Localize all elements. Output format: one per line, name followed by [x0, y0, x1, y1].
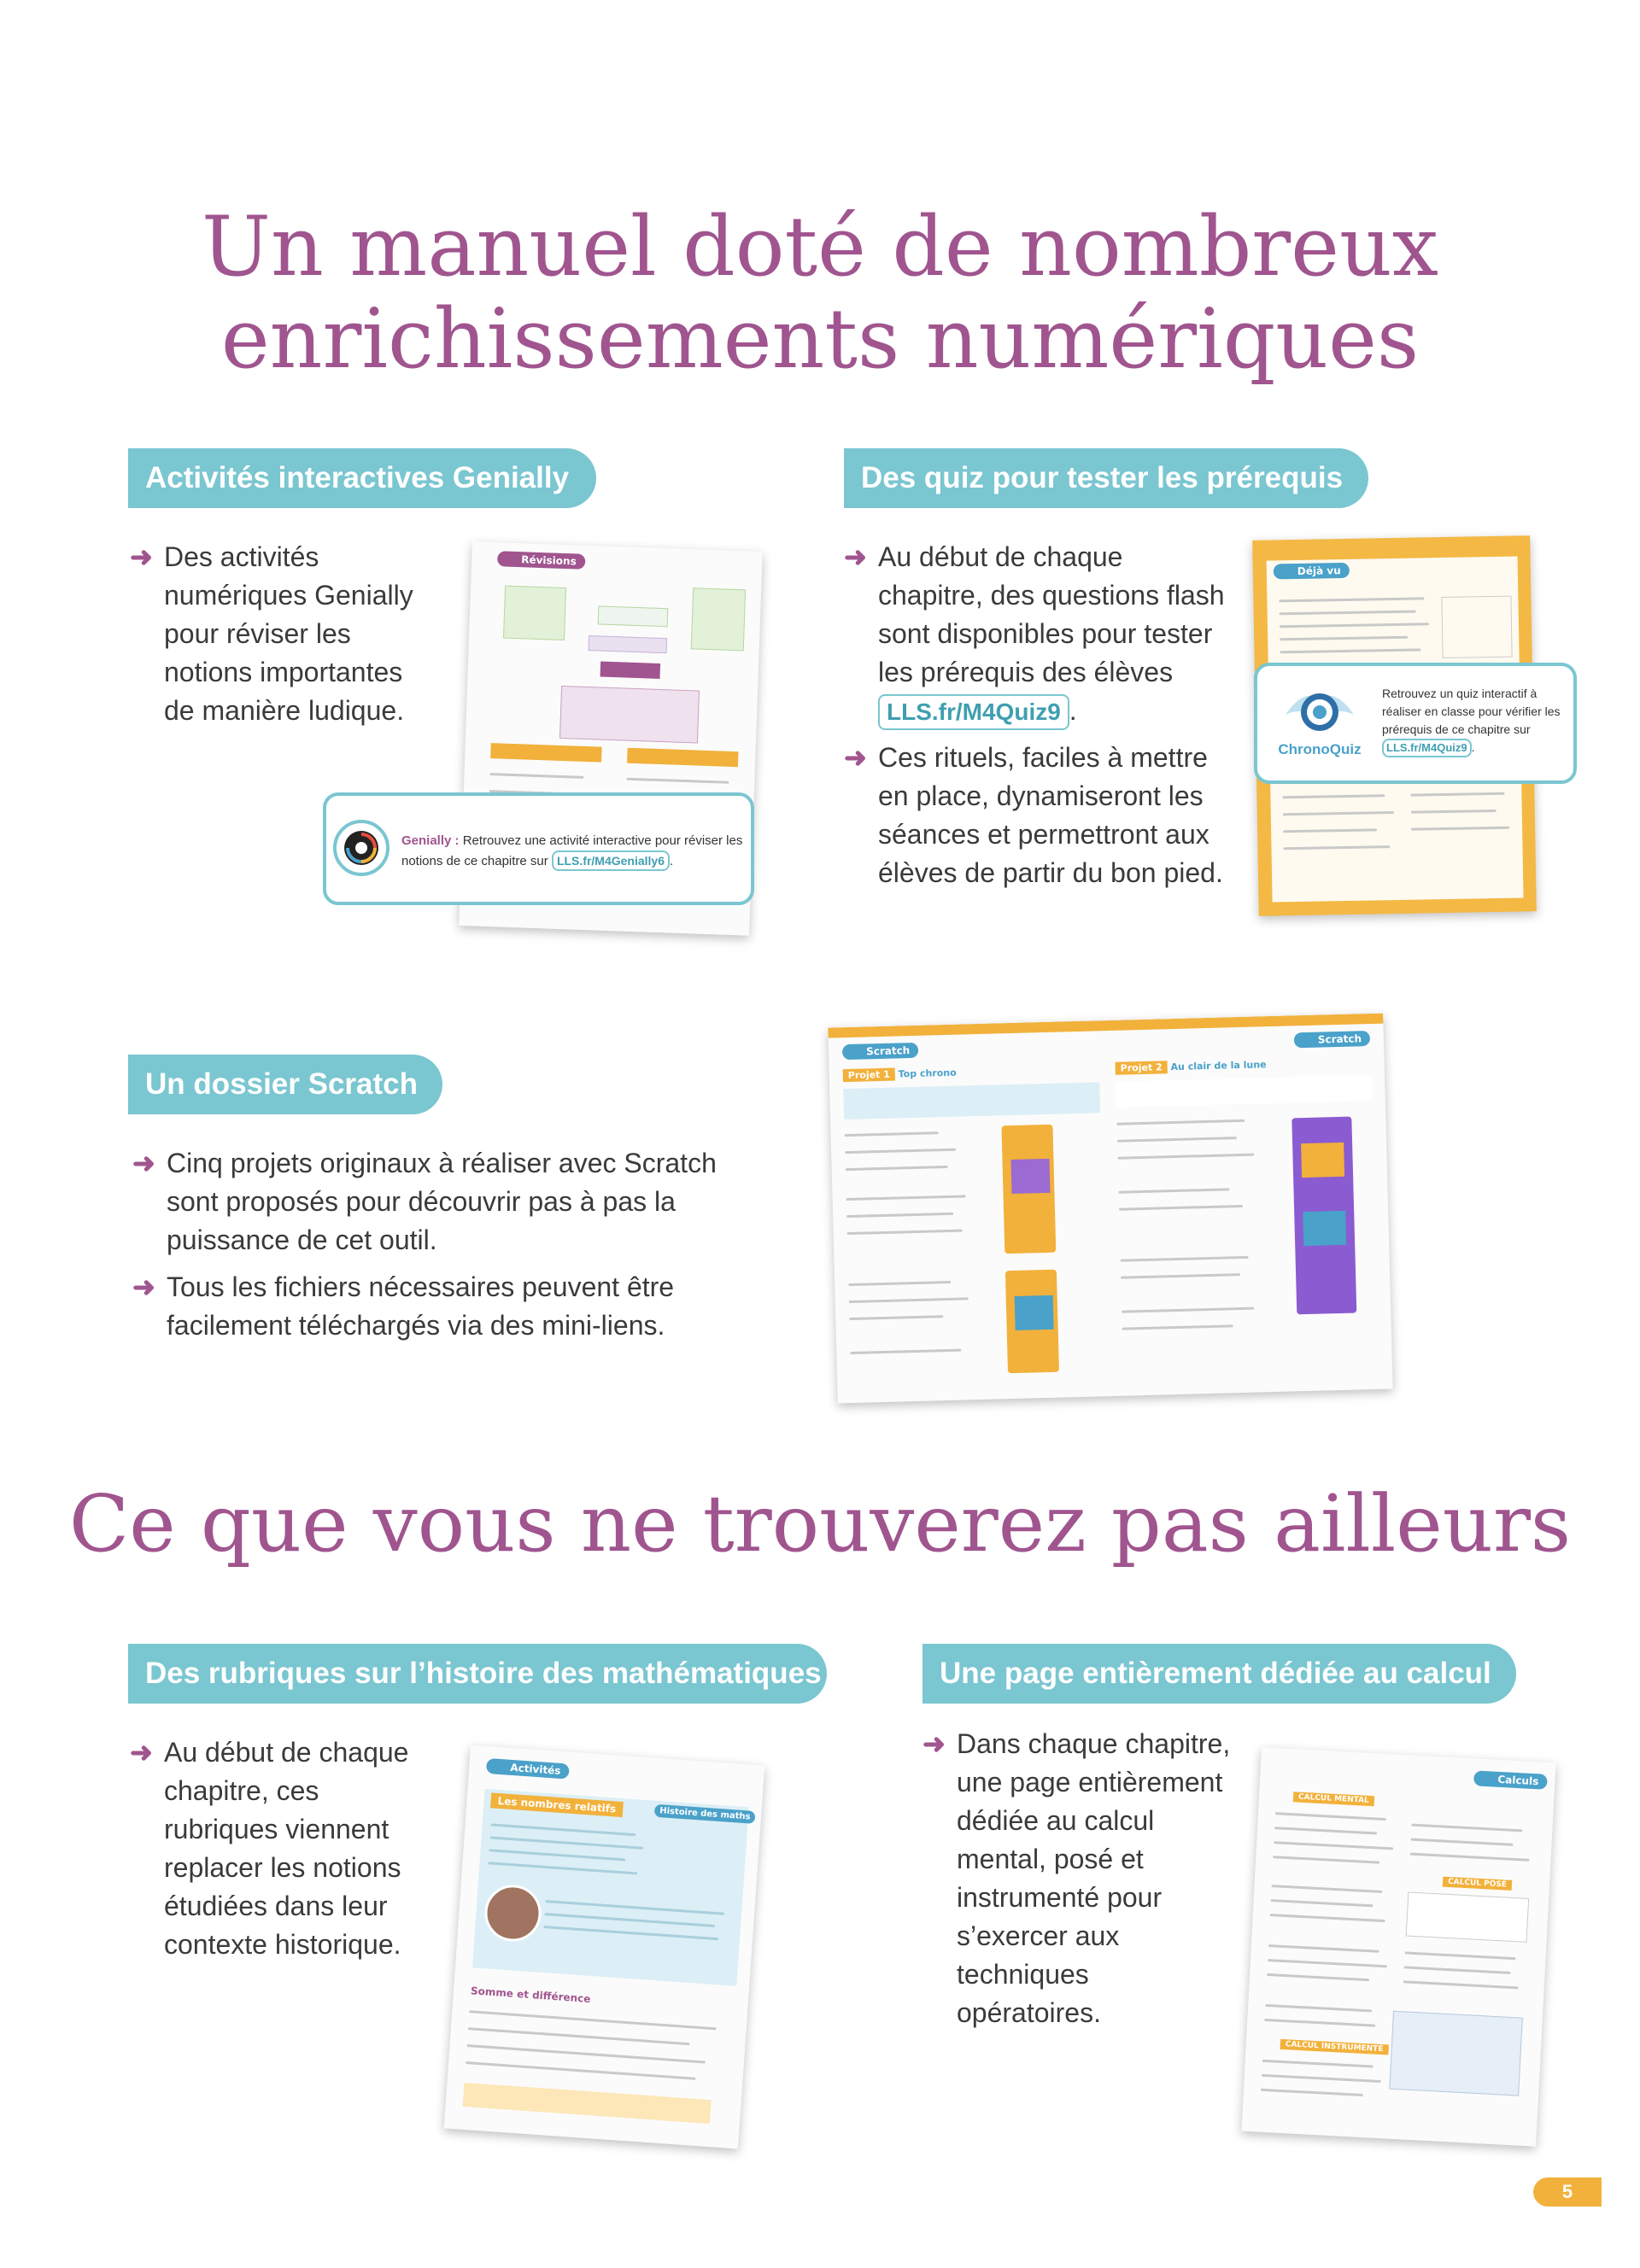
history-thumbnail	[444, 1745, 765, 2149]
quiz-bullet-1: ➜ Au début de chaque chapitre, des questions flash sont disponibles pour tester les prérequis des élèves LLS.fr/M4Quiz9 .	[844, 538, 1228, 730]
history-tag: Histoire des maths	[654, 1804, 756, 1824]
scratch-heading: Un dossier Scratch	[128, 1055, 442, 1114]
section-title: Ce que vous ne trouverez pas ailleurs	[68, 1478, 1572, 1569]
arrow-icon: ➜	[132, 1271, 155, 1302]
genially-logo-icon	[333, 820, 390, 876]
genially-link[interactable]: LLS.fr/M4Genially6	[552, 850, 670, 871]
calcul-heading: Une page entièrement dédiée au calcul	[922, 1644, 1516, 1704]
history-text	[130, 1733, 437, 1973]
quiz-heading: Des quiz pour tester les prérequis	[844, 448, 1368, 508]
arrow-icon: ➜	[844, 541, 867, 572]
history-bullet: ➜ Au début de chaque chapitre, ces rubriques viennent replacer les notions étudiées dans leur contexte historique.	[130, 1733, 437, 1964]
arrow-icon: ➜	[130, 541, 153, 572]
calcul-thumbnail	[1241, 1747, 1555, 2146]
scratch-thumbnail	[828, 1014, 1392, 1404]
activites-badge: Activités	[486, 1758, 570, 1780]
genially-bullet: ➜ Des activités numériques Genially pour réviser les notions importantes de manière ludique.	[130, 538, 437, 730]
main-title	[0, 201, 1640, 385]
project1-title: Top chrono	[898, 1067, 957, 1080]
calcul-instru-label: CALCUL INSTRUMENTÉ	[1280, 2039, 1389, 2055]
scratch-bullet-1: ➜ Cinq projets originaux à réaliser avec Scratch sont proposés pour découvrir pas à pas la puissance de cet outil.	[132, 1144, 730, 1260]
revisions-badge: Révisions	[497, 551, 585, 570]
main-title-line1: Un manuel doté de nombreux	[202, 199, 1438, 295]
arrow-icon: ➜	[844, 742, 867, 773]
project1-label: Projet 1	[843, 1068, 895, 1083]
history-section: Somme et différence	[470, 1984, 591, 2006]
genially-text	[130, 538, 437, 739]
scratch-bullet-2: ➜ Tous les fichiers nécessaires peuvent être facilement téléchargés via des mini-liens.	[132, 1268, 730, 1345]
calcul-pose-label: CALCUL POSÉ	[1443, 1877, 1512, 1891]
calcul-mental-label: CALCUL MENTAL	[1293, 1792, 1374, 1806]
history-subtitle: Les nombres relatifs	[490, 1792, 624, 1817]
quiz-callout-link[interactable]: LLS.fr/M4Quiz9	[1382, 739, 1472, 757]
scratch-badge-right: Scratch	[1294, 1031, 1371, 1048]
genially-label: Genially :	[401, 833, 460, 848]
arrow-icon: ➜	[130, 1737, 153, 1768]
chronoquiz-logo-icon	[1273, 685, 1367, 770]
genially-callout: Genially : Retrouvez une activité interactive pour réviser les notions de ce chapitre sur LLS.fr/M4Genially6 .	[323, 792, 754, 905]
calcul-text	[922, 1725, 1239, 2041]
project2-title: Au clair de la lune	[1170, 1059, 1267, 1073]
quiz-bullet-2: ➜ Ces rituels, faciles à mettre en place, dynamiseront les séances et permettront aux élèves de partir du bon pied.	[844, 739, 1228, 892]
genially-heading: Activités interactives Genially	[128, 448, 596, 508]
quiz-callout-text: Retrouvez un quiz interactif à réaliser en classe pour vérifier les prérequis de ce chapitre sur	[1382, 687, 1561, 736]
page-number: 5	[1533, 2177, 1602, 2207]
quiz-text	[844, 538, 1228, 901]
genially-callout-text: Retrouvez une activité interactive pour réviser les notions de ce chapitre sur	[401, 833, 743, 868]
calculs-badge: Calculs	[1473, 1770, 1548, 1789]
quiz-callout: ChronoQuiz Retrouvez un quiz interactif à réaliser en classe pour vérifier les prérequis de ce chapitre sur LLS.fr/M4Quiz9 .	[1254, 663, 1577, 784]
arrow-icon: ➜	[132, 1148, 155, 1178]
quiz-link[interactable]: LLS.fr/M4Quiz9	[878, 694, 1069, 730]
chronoquiz-logo-text: ChronoQuiz	[1278, 741, 1362, 757]
scratch-text	[132, 1144, 730, 1353]
scratch-badge-left: Scratch	[842, 1043, 919, 1060]
history-heading: Des rubriques sur l’histoire des mathématiques	[128, 1644, 827, 1704]
arrow-icon: ➜	[922, 1728, 946, 1759]
calcul-bullet: ➜ Dans chaque chapitre, une page entièrement dédiée au calcul mental, posé et instrumenté pour s’exercer aux techniques opératoires.	[922, 1725, 1239, 2032]
deja-vu-badge: Déjà vu	[1274, 563, 1350, 580]
main-title-line2: enrichissements numériques	[220, 291, 1420, 387]
project2-label: Projet 2	[1116, 1061, 1168, 1075]
